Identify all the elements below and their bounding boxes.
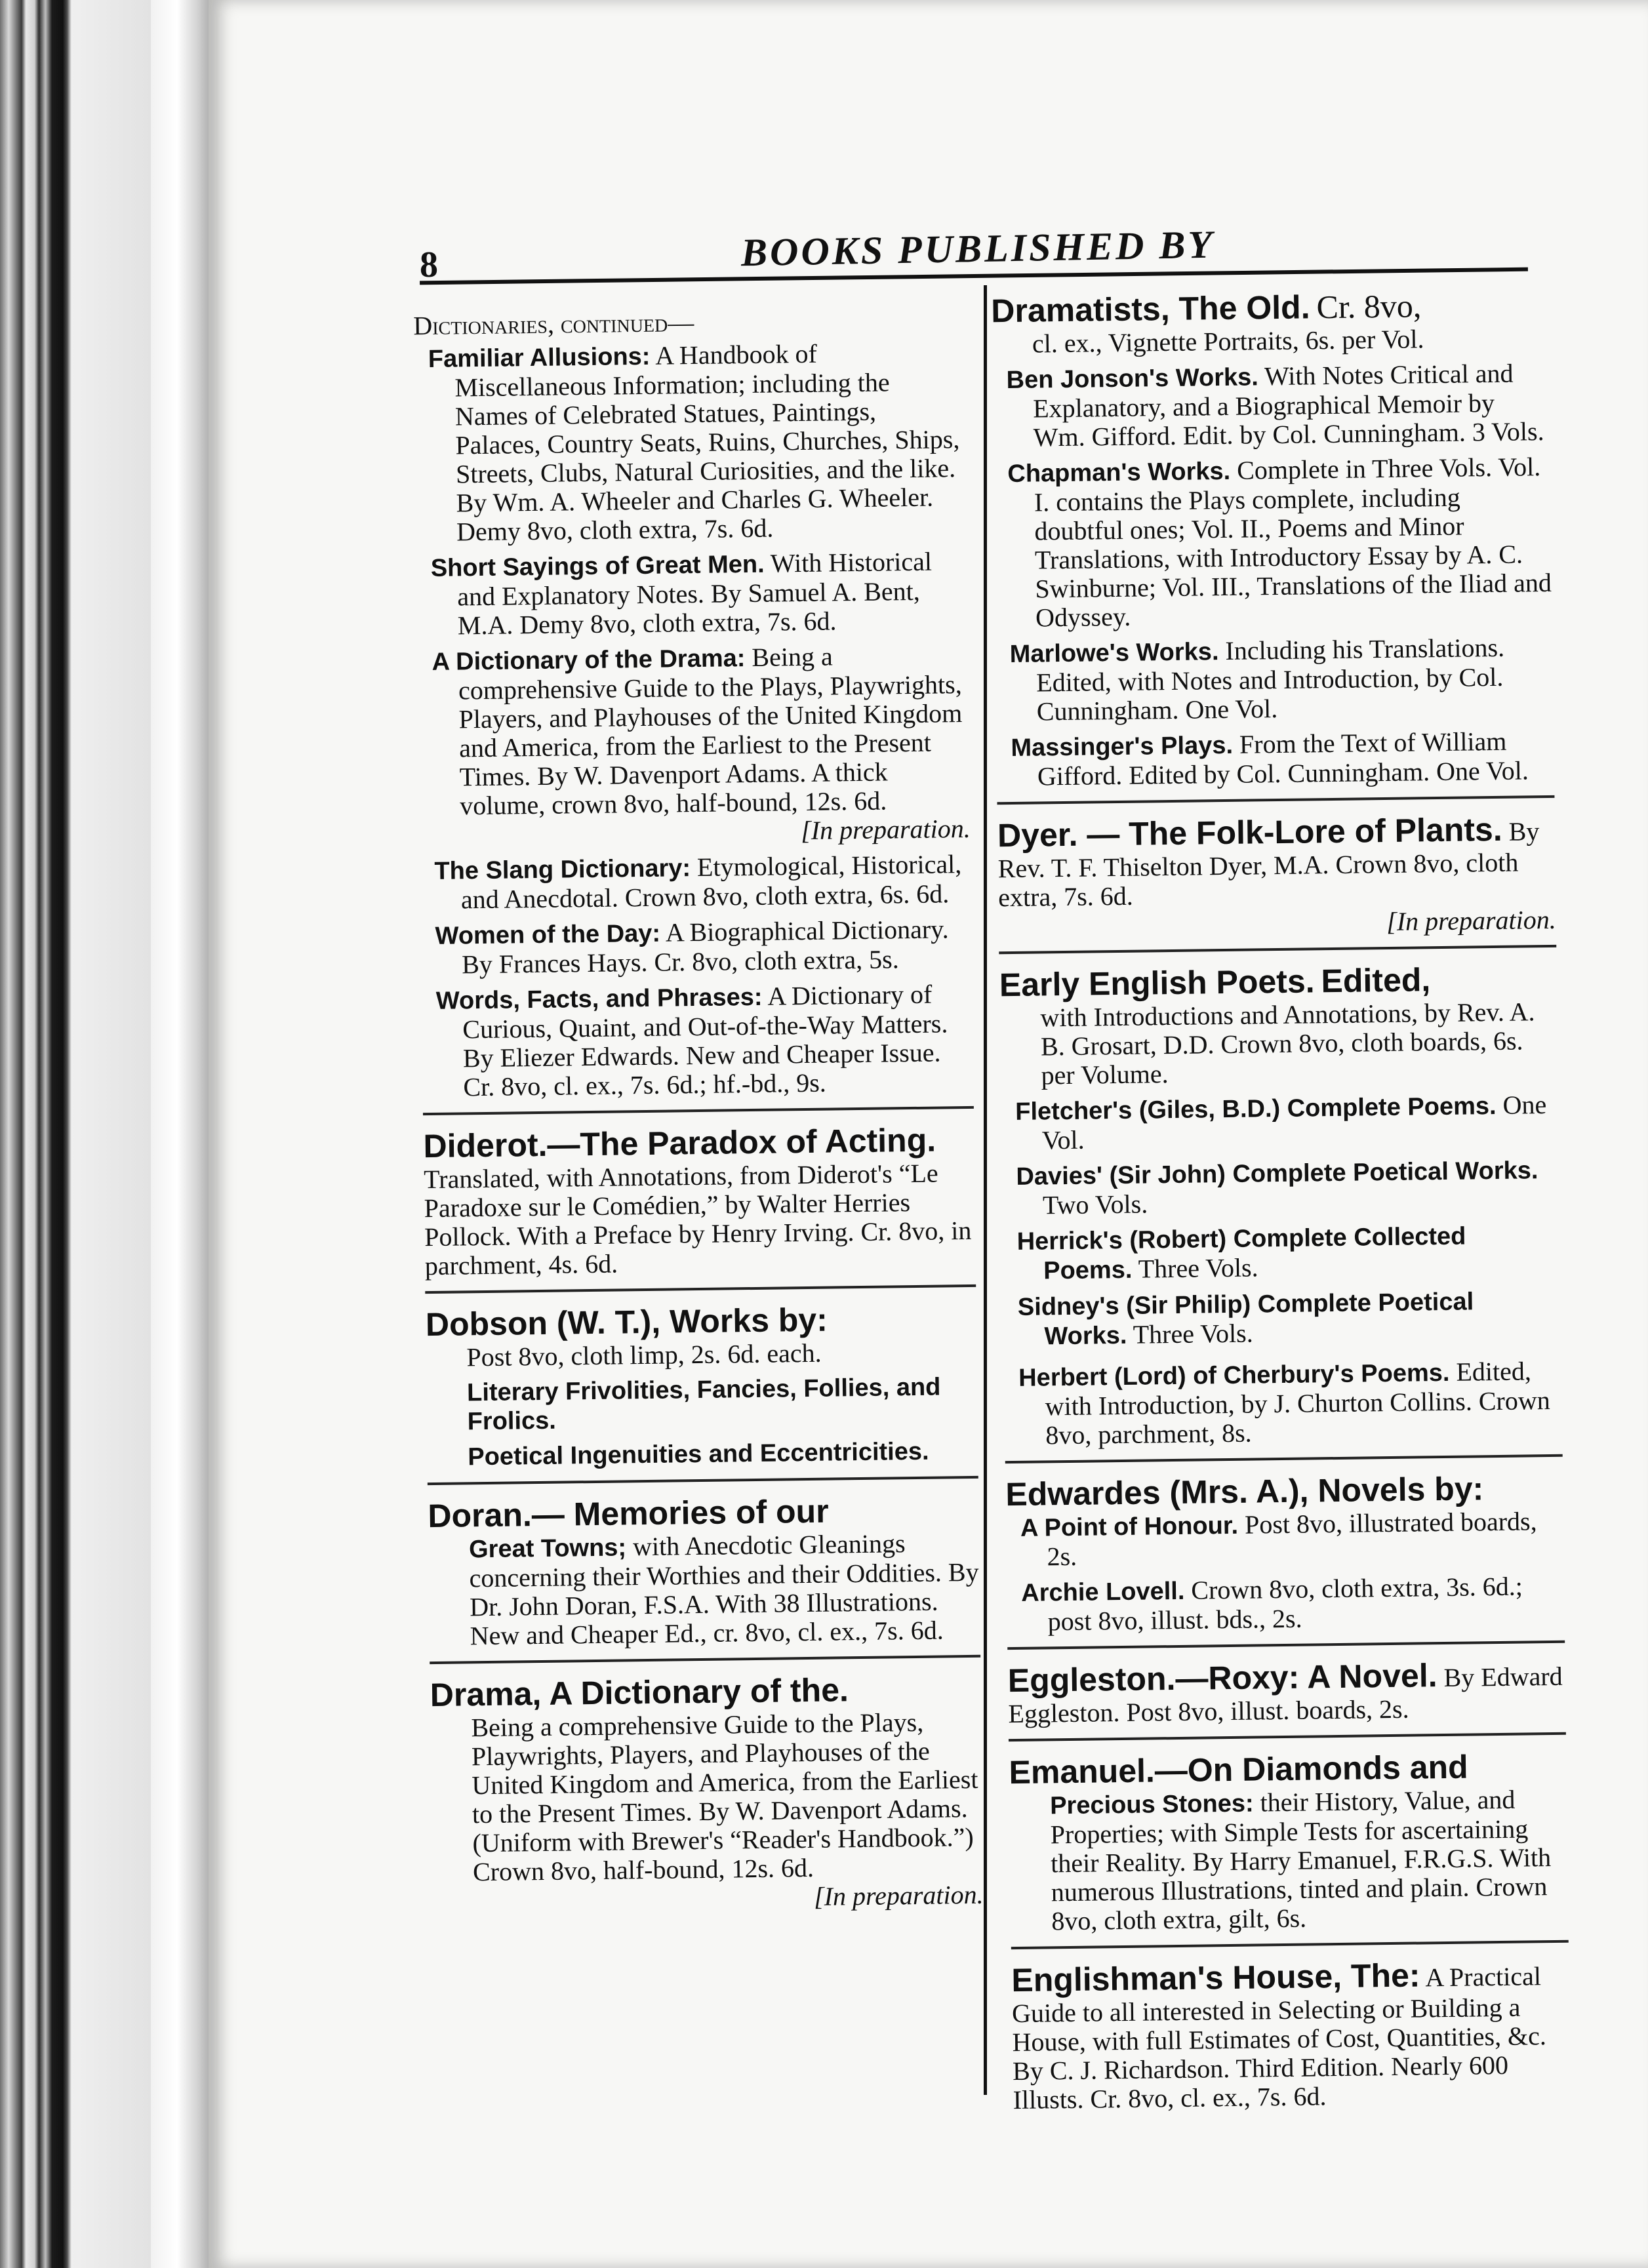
section-heading: Dictionaries, continued— — [412, 307, 694, 341]
point-of-honour-body: Post 8vo, illustrated boards, 2s. — [1047, 1506, 1537, 1572]
entry-title-extra: Edited, — [1321, 961, 1431, 1000]
entry-title: Emanuel.—On Diamonds and — [1009, 1748, 1468, 1791]
archie-lovell-body: Crown 8vo, cloth extra, 3s. 6d.; post 8vo, illust. bds., 2s. — [1047, 1571, 1523, 1637]
entry-body: Being a comprehensive Guide to the Plays, Playwrights, Players, and Playhouses of the United Kingdom and America, from the Earliest to the Present Times. By W. Davenport Adams. (Uniform with Brewer's “Reader's Handbook.”) Crown 8vo, half-bound, 12s. 6d. — [471, 1707, 978, 1887]
running-head: BOOKS PUBLISHED BY — [740, 222, 1215, 275]
entry-dyer — [997, 810, 1556, 941]
entry-divider — [430, 1655, 980, 1664]
entry-words-facts — [422, 980, 974, 1102]
marlowe-body: Including his Translations. Edited, with Notes and Introduction, by Col. Cunningham. One Vol. — [1035, 632, 1505, 726]
column-divider — [984, 285, 987, 2095]
archie-lovell-title: Archie Lovell. — [1020, 1577, 1185, 1607]
sidney-vols: Three Vols. — [1133, 1318, 1253, 1349]
entry-divider — [428, 1476, 978, 1485]
page-number: 8 — [420, 245, 438, 285]
entry-title: Herbert (Lord) of Cherbury's Poems. — [1018, 1359, 1450, 1392]
entry-body: with Anecdotic Gleanings concerning their Worthies and their Oddities. By Dr. John Doran, F.S.A. With 38 Illustrations. New and Cheaper Ed., cr. 8vo, cl. ex., 7s. 6d. — [469, 1528, 979, 1651]
entry-subtitle: Great Towns; — [468, 1534, 627, 1564]
entry-drama-dictionary — [430, 1669, 983, 1916]
right-column — [991, 285, 1571, 2122]
fletcher-title: Fletcher's (Giles, B.D.) Complete Poems. — [1015, 1092, 1497, 1126]
entry-englishmans-house — [1011, 1955, 1571, 2115]
entry-slang-dictionary — [420, 850, 971, 915]
chapman-title: Chapman's Works. — [1007, 457, 1231, 488]
massinger-title: Massinger's Plays. — [1011, 731, 1234, 762]
entry-body: Post 8vo, cloth limp, 2s. 6d. each. — [466, 1338, 822, 1372]
entry-body: With Historical and Explanatory Notes. By Samuel A. Bent, M.A. Demy 8vo, cloth extra, 7s. 6d. — [457, 546, 933, 641]
entry-title-format: Cr. 8vo, — [1316, 287, 1422, 326]
entry-eggleston — [1007, 1655, 1565, 1728]
davies-vols: Two Vols. — [1042, 1189, 1148, 1220]
entry-title: Dyer. — The Folk-Lore of Plants. — [997, 810, 1502, 854]
entry-title: Early English Poets. — [999, 963, 1315, 1004]
entry-body: with Introductions and Annotations, by Rev. A. B. Grosart, D.D. Crown 8vo, cloth boards, 6s. per Volume. — [1040, 997, 1535, 1090]
preparation-note: [In preparation. — [800, 813, 971, 846]
ben-jonson-title: Ben Jonson's Works. — [1006, 363, 1259, 395]
entry-emanuel — [1009, 1747, 1568, 1936]
entry-doran — [428, 1490, 980, 1651]
preparation-note: [In preparation. — [1386, 904, 1557, 936]
entry-divider — [1005, 1454, 1563, 1463]
entry-divider — [1009, 1732, 1566, 1741]
entry-dramatists — [991, 285, 1554, 791]
entry-title: Short Sayings of Great Men. — [430, 550, 765, 582]
entry-body: their History, Value, and Properties; with Simple Tests for ascertaining their Reality. By Harry Emanuel, F.R.G.S. With numerous Illustrations, tinted and plain. Crown 8vo, cloth extra, gilt, 6s. — [1050, 1784, 1552, 1936]
ben-jonson-body: With Notes Critical and Explanatory, and a Biographical Memoir by Wm. Gifford. Edit. by Col. Cunningham. 3 Vols. — [1032, 358, 1544, 452]
entry-title: Doran.— Memories of our — [428, 1492, 829, 1535]
entry-title: Eggleston.—Roxy: A Novel. — [1007, 1657, 1437, 1700]
entry-divider — [423, 1106, 974, 1115]
entry-body: By Rev. T. F. Thiselton Dyer, M.A. Crown 8vo, cloth extra, 7s. 6d. — [997, 816, 1540, 913]
entry-early-english-poets — [999, 959, 1561, 1351]
entry-title: Dramatists, The Old. — [990, 288, 1310, 330]
entry-herbert — [1004, 1357, 1563, 1450]
entry-body: Etymological, Historical, and Anecdotal. Crown 8vo, cloth extra, 6s. 6d. — [460, 849, 962, 915]
entry-dobson — [426, 1299, 978, 1472]
entry-body: Being a comprehensive Guide to the Plays, Playwrights, Players, and Playhouses of the United Kingdom and America, from the Earliest to the Present Times. By W. Davenport Adams. A thick volume, crown 8vo, half-bound, 12s. 6d. — [458, 641, 963, 821]
entry-title: Drama, A Dictionary of the. — [430, 1671, 849, 1714]
entry-body: cl. ex., Vignette Portraits, 6s. per Vol. — [1032, 324, 1424, 359]
entry-title: Diderot.—The Paradox of Acting. — [423, 1121, 936, 1165]
dobson-item-ingenuities: Poetical Ingenuities and Eccentricities. — [468, 1437, 929, 1471]
davies-title: Davies' (Sir John) Complete Poetical Works. — [1016, 1157, 1538, 1191]
entry-familiar-allusions — [414, 338, 967, 547]
entry-subtitle: Precious Stones: — [1049, 1789, 1254, 1820]
entry-body: A Handbook of Miscellaneous Information; including the Names of Celebrated Statues, Paintings, Palaces, Country Seats, Ruins, Churches, Ships, Streets, Clubs, Natural Curiosities, and the like. By Wm. A. Wheeler and Charles G. Wheeler. Demy 8vo, cloth extra, 7s. 6d. — [454, 338, 960, 547]
entry-body: Translated, with Annotations, from Diderot's “Le Paradoxe sur le Comédien,” by Walter Herries Pollock. With a Preface by Henry Irving. Cr. 8vo, in parchment, 4s. 6d. — [423, 1158, 972, 1281]
entry-title: Women of the Day: — [435, 919, 661, 950]
entry-short-sayings — [416, 547, 969, 641]
sidney-title: Sidney's (Sir Philip) Complete Poetical Works. — [1017, 1288, 1474, 1351]
entry-body: A Dictionary of Curious, Quaint, and Out-of-the-Way Matters. By Eliezer Edwards. New and Cheaper Issue. Cr. 8vo, cl. ex., 7s. 6d.; hf.-bd., 9s. — [462, 979, 948, 1102]
chapman-body: Complete in Three Vols. Vol. I. contains the Plays complete, including doubtful ones; Vol. II., Poems and Minor Translations, with Introductory Essay by A. C. Swinburne; Vol. III., Translations of the Iliad and Odyssey. — [1034, 452, 1552, 633]
fletcher-vols: One Vol. — [1041, 1090, 1547, 1155]
entry-title: Familiar Allusions: — [428, 342, 651, 373]
herrick-vols: Three Vols. — [1138, 1252, 1258, 1284]
herrick-title: Herrick's (Robert) Complete Collected Poems. — [1016, 1222, 1466, 1285]
entry-title: A Dictionary of the Drama: — [432, 645, 746, 676]
entry-body: By Edward Eggleston. Post 8vo, illust. boards, 2s. — [1008, 1661, 1563, 1729]
entry-divider — [1007, 1641, 1565, 1650]
entry-title: Dobson (W. T.), Works by: — [425, 1301, 828, 1343]
entry-women-of-the-day — [420, 915, 972, 980]
entry-edwardes — [1005, 1469, 1565, 1637]
left-column — [413, 305, 984, 1924]
marlowe-title: Marlowe's Works. — [1009, 638, 1219, 668]
massinger-body: From the Text of William Gifford. Edited by Col. Cunningham. One Vol. — [1037, 726, 1529, 791]
entry-title: The Slang Dictionary: — [434, 854, 691, 885]
entry-body: A Practical Guide to all interested in Selecting or Building a House, with full Estimates of Cost, Quantities, &c. By C. J. Richardson. Third Edition. Nearly 600 Illusts. Cr. 8vo, cl. ex., 7s. 6d. — [1011, 1961, 1547, 2115]
entry-dictionary-drama — [417, 641, 971, 850]
entry-title: Englishman's House, The: — [1011, 1957, 1420, 1999]
point-of-honour-title: A Point of Honour. — [1020, 1511, 1239, 1542]
entry-title: Words, Facts, and Phrases: — [435, 983, 763, 1015]
entry-body: A Biographical Dictionary. By Frances Hays. Cr. 8vo, cloth extra, 5s. — [461, 914, 949, 980]
entry-body: Edited, with Introduction, by J. Churton Collins. Crown 8vo, parchment, 8s. — [1045, 1356, 1550, 1450]
page-edges — [151, 0, 216, 2268]
dobson-item-frivolities: Literary Frivolities, Fancies, Follies, and Frolics. — [466, 1373, 941, 1436]
entry-divider — [1011, 1940, 1569, 1949]
entry-title: Edwardes (Mrs. A.), Novels by: — [1005, 1470, 1484, 1513]
entry-divider — [999, 945, 1556, 954]
entry-diderot — [423, 1121, 976, 1281]
entry-divider — [425, 1284, 976, 1294]
preparation-note: [In preparation. — [813, 1879, 984, 1911]
entry-divider — [997, 795, 1554, 805]
